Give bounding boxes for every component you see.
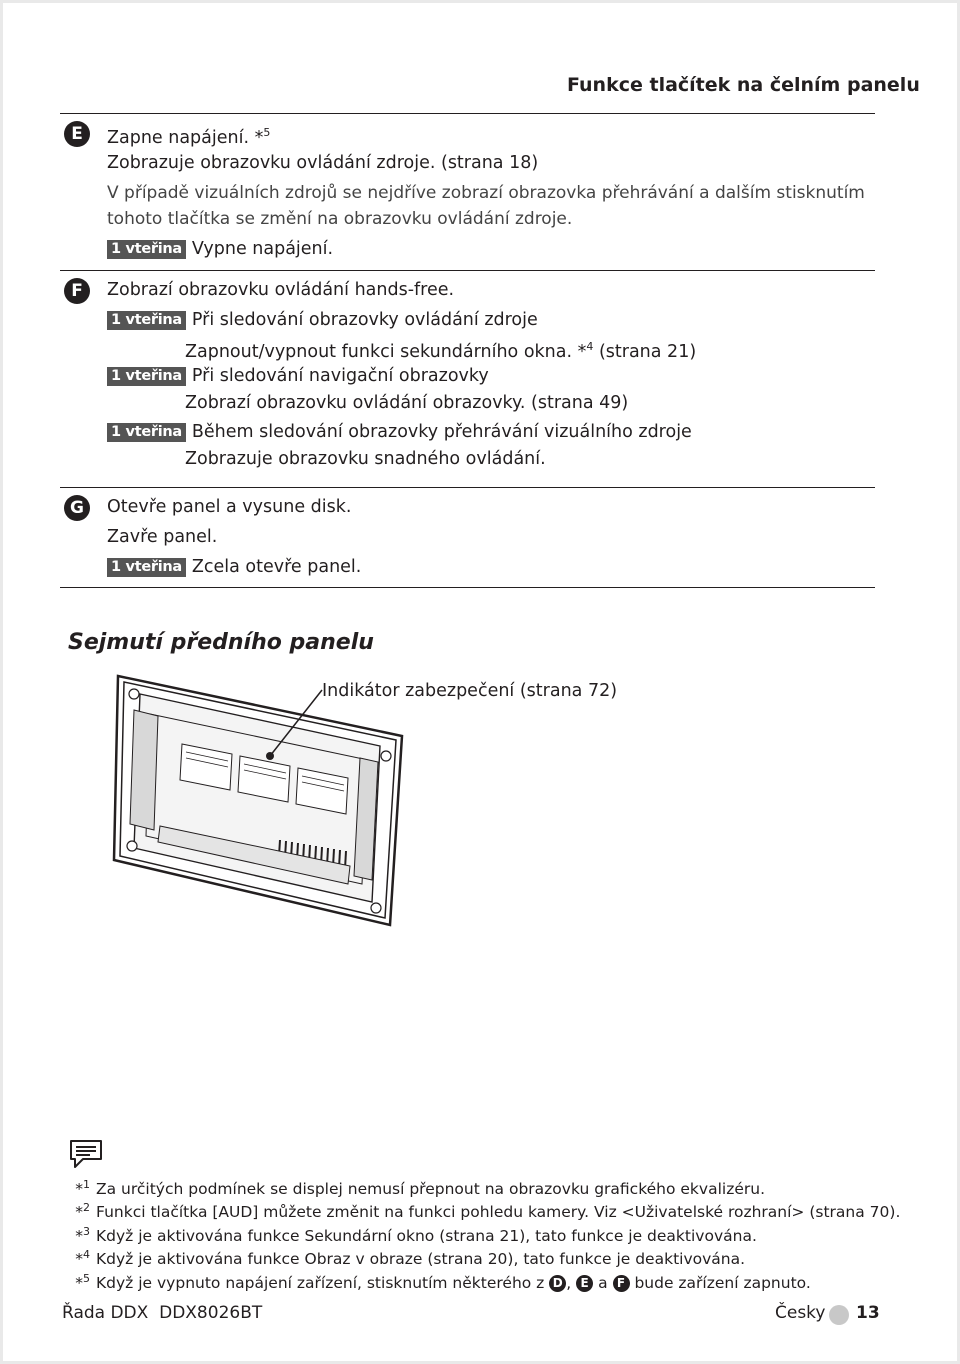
footnote-3 <box>60 1222 890 1246</box>
section-f-hold1 <box>107 309 538 331</box>
badge-f-icon: F <box>64 278 90 304</box>
footnote-mark <box>60 1269 90 1293</box>
page-number: 13 <box>856 1303 880 1323</box>
page-header-title: Funkce tlačítek na čelním panelu <box>567 74 920 96</box>
footnote-star: * <box>75 1274 83 1293</box>
footnote-star: * <box>75 1203 83 1222</box>
page-dot-icon <box>829 1305 849 1325</box>
section-f-hold2-a: Při sledování navigační obrazovky <box>191 366 489 386</box>
section-e-hold <box>107 238 333 260</box>
divider <box>60 587 875 588</box>
footnote-star: * <box>75 1250 83 1269</box>
hold-tag: 1 vteřina <box>107 240 186 259</box>
section-e-line4: tohoto tlačítka se změní na obrazovku ovládání zdroje. <box>107 209 573 229</box>
footnote-star: * <box>75 1180 83 1199</box>
section-e-hold-text: Vypne napájení. <box>191 239 334 259</box>
footnote-text: Za určitých podmínek se displej nemusí přepnout na obrazovku grafického ekvalizéru. <box>96 1180 765 1199</box>
section-f-hold3-b: Zobrazuje obrazovku snadného ovládání. <box>185 449 546 469</box>
footnote-4 <box>60 1245 890 1269</box>
section-g-hold-text: Zcela otevře panel. <box>191 557 362 577</box>
footnote-2 <box>60 1198 901 1222</box>
footnote-ref: * <box>577 341 587 362</box>
section-f-hold3 <box>107 421 692 443</box>
callout-label: Indikátor zabezpečení (strana 72) <box>322 681 618 701</box>
divider <box>60 487 875 488</box>
section-f-hold2 <box>107 365 489 387</box>
section-g-hold <box>107 556 361 578</box>
footnote-sup: 1 <box>83 1178 90 1191</box>
footnote-text: Když je aktivována funkce Obraz v obraze (strana 20), tato funkce je deaktivována. <box>96 1250 746 1269</box>
section-g-line1: Otevře panel a vysune disk. <box>107 497 352 517</box>
footnote-sup: 5 <box>83 1272 90 1285</box>
hold-tag: 1 vteřina <box>107 558 186 577</box>
section-f-hold1-a: Při sledování obrazovky ovládání zdroje <box>191 310 538 330</box>
footnote-star: * <box>75 1227 83 1246</box>
section-f-line1: Zobrazí obrazovku ovládání hands-free. <box>107 280 455 300</box>
footnote-ref: * <box>254 127 264 148</box>
footnote-text: Když je aktivována funkce Sekundární okno (strana 21), tato funkce je deaktivována. <box>96 1227 757 1246</box>
front-panel-illustration <box>110 670 410 930</box>
section-f-hold1-b-tail: (strana 21) <box>598 341 697 362</box>
footnote-text-a: Když je vypnuto napájení zařízení, stisknutím některého z <box>96 1274 545 1293</box>
footnote-mark <box>60 1198 90 1222</box>
footnote-sup: 2 <box>83 1201 90 1214</box>
footnote-1 <box>60 1175 890 1199</box>
badge-f-icon: F <box>613 1275 630 1292</box>
section-e-line1 <box>107 122 270 149</box>
footnote-ref-sup: 4 <box>586 340 594 353</box>
footnote-mark <box>60 1222 90 1246</box>
footnote-text-b: bude zařízení zapnuto. <box>634 1274 811 1293</box>
footnote-sup: 4 <box>83 1248 90 1261</box>
badge-e-icon: E <box>576 1275 593 1292</box>
section-f-hold3-a: Během sledování obrazovky přehrávání vizuálního zdroje <box>191 422 692 442</box>
divider <box>60 270 875 271</box>
hold-tag: 1 vteřina <box>107 423 186 442</box>
hold-tag: 1 vteřina <box>107 367 186 386</box>
footnote-mark <box>60 1175 90 1199</box>
footnote-sup: 3 <box>83 1225 90 1238</box>
section-e-line2: Zobrazuje obrazovku ovládání zdroje. (strana 18) <box>107 153 539 173</box>
footnote-text: Funkci tlačítka [AUD] můžete změnit na funkci pohledu kamery. Viz <Uživatelské rozhraní> (strana 70). <box>96 1203 901 1222</box>
footer-model-info <box>62 1303 262 1323</box>
section-g-line2: Zavře panel. <box>107 527 218 547</box>
footer-model: DDX8026BT <box>159 1303 263 1323</box>
section-e-line1-text: Zapne napájení. <box>107 127 250 148</box>
footnote-5 <box>60 1269 890 1293</box>
footer-series: Řada DDX <box>62 1303 149 1323</box>
section-title: Sejmutí předního panelu <box>68 630 374 655</box>
badge-d-icon: D <box>549 1275 566 1292</box>
badge-g-icon: G <box>64 495 90 521</box>
separator: a <box>598 1274 608 1293</box>
section-f-hold1-b-text: Zapnout/vypnout funkci sekundárního okna. <box>185 341 573 362</box>
footnote-ref-sup: 5 <box>263 126 271 139</box>
divider <box>60 113 875 114</box>
separator: , <box>566 1274 572 1293</box>
section-f-hold2-b: Zobrazí obrazovku ovládání obrazovky. (strana 49) <box>185 393 629 413</box>
section-f-hold1-b <box>185 336 696 363</box>
hold-tag: 1 vteřina <box>107 311 186 330</box>
section-e-line3: V případě vizuálních zdrojů se nejdříve zobrazí obrazovka přehrávání a dalším stisknutím <box>107 183 865 203</box>
badge-e-icon: E <box>64 121 90 147</box>
footer-language: Česky <box>775 1303 826 1323</box>
footnote-mark <box>60 1245 90 1269</box>
note-icon <box>67 1137 105 1171</box>
